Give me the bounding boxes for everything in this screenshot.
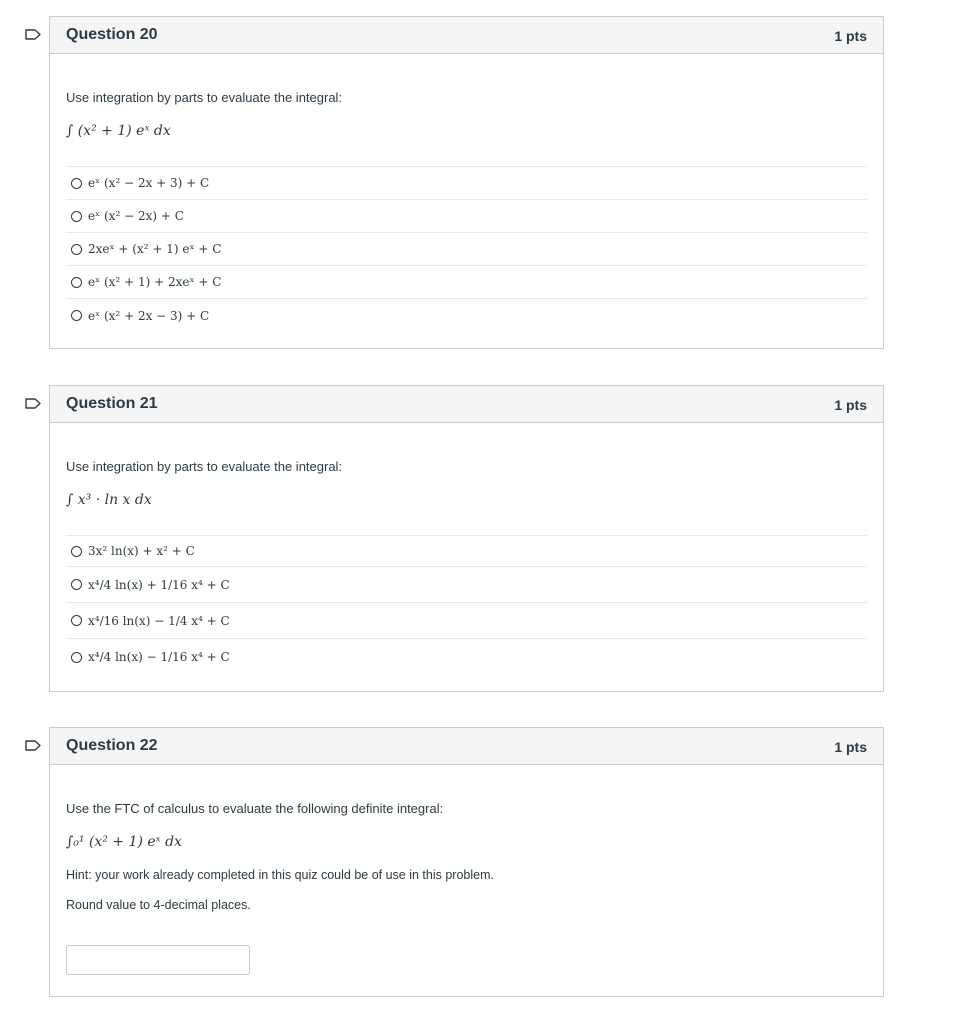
answer-label: eˣ (x² + 1) + 2xeˣ + C — [88, 275, 222, 289]
answer-option[interactable] — [66, 536, 867, 567]
answer-option[interactable] — [66, 603, 867, 639]
answer-option[interactable] — [66, 233, 867, 266]
answer-label: eˣ (x² − 2x) + C — [88, 209, 184, 223]
question-title: Question 20 — [66, 26, 158, 43]
question-header — [50, 17, 883, 54]
question-formula: ∫₀¹ (x² + 1) eˣ dx — [66, 834, 182, 850]
radio-circle-icon[interactable] — [71, 277, 82, 288]
answer-label: eˣ (x² + 2x − 3) + C — [88, 308, 210, 323]
answer-label: x⁴/16 ln(x) − 1/4 x⁴ + C — [88, 613, 230, 628]
question-prompt: Use integration by parts to evaluate the integral: — [66, 90, 343, 105]
question-20 — [49, 16, 884, 349]
question-title: Question 22 — [66, 737, 158, 754]
radio-circle-icon[interactable] — [71, 615, 82, 626]
answer-option[interactable] — [66, 567, 867, 603]
question-points: 1 pts — [834, 28, 867, 44]
answer-label: 3x² ln(x) + x² + C — [88, 544, 195, 558]
radio-circle-icon[interactable] — [71, 546, 82, 557]
radio-circle-icon[interactable] — [71, 211, 82, 222]
flag-question-22-icon[interactable] — [25, 740, 41, 751]
radio-circle-icon[interactable] — [71, 652, 82, 663]
question-body — [50, 423, 883, 675]
radio-circle-icon[interactable] — [71, 178, 82, 189]
answer-option[interactable] — [66, 639, 867, 675]
answer-label: x⁴/4 ln(x) + 1/16 x⁴ + C — [88, 577, 230, 592]
question-title: Question 21 — [66, 395, 158, 412]
question-21 — [49, 385, 884, 692]
answer-option[interactable] — [66, 299, 867, 332]
answer-list — [66, 535, 867, 675]
question-points: 1 pts — [834, 739, 867, 755]
question-22 — [49, 727, 884, 997]
radio-circle-icon[interactable] — [71, 244, 82, 255]
answer-label: x⁴/4 ln(x) − 1/16 x⁴ + C — [88, 650, 230, 664]
question-hint: Hint: your work already completed in this quiz could be of use in this problem. — [66, 868, 494, 882]
question-formula: ∫ x³ · ln x dx — [66, 492, 152, 508]
question-formula: ∫ (x² + 1) eˣ dx — [66, 123, 171, 139]
question-header — [50, 386, 883, 423]
rounding-instruction: Round value to 4-decimal places. — [66, 898, 251, 912]
question-header — [50, 728, 883, 765]
question-body — [50, 765, 883, 975]
answer-label: 2xeˣ + (x² + 1) eˣ + C — [88, 242, 222, 256]
flag-question-21-icon[interactable] — [25, 398, 41, 409]
flag-question-20-icon[interactable] — [25, 29, 41, 40]
numeric-answer-input[interactable] — [66, 945, 250, 975]
radio-circle-icon[interactable] — [71, 310, 82, 321]
answer-option[interactable] — [66, 200, 867, 233]
radio-circle-icon[interactable] — [71, 579, 82, 590]
question-prompt: Use the FTC of calculus to evaluate the following definite integral: — [66, 801, 444, 816]
answer-label: eˣ (x² − 2x + 3) + C — [88, 176, 210, 190]
answer-option[interactable] — [66, 266, 867, 299]
question-points: 1 pts — [834, 397, 867, 413]
question-body — [50, 54, 883, 332]
answer-list — [66, 166, 867, 332]
answer-option[interactable] — [66, 167, 867, 200]
question-prompt: Use integration by parts to evaluate the integral: — [66, 459, 343, 474]
